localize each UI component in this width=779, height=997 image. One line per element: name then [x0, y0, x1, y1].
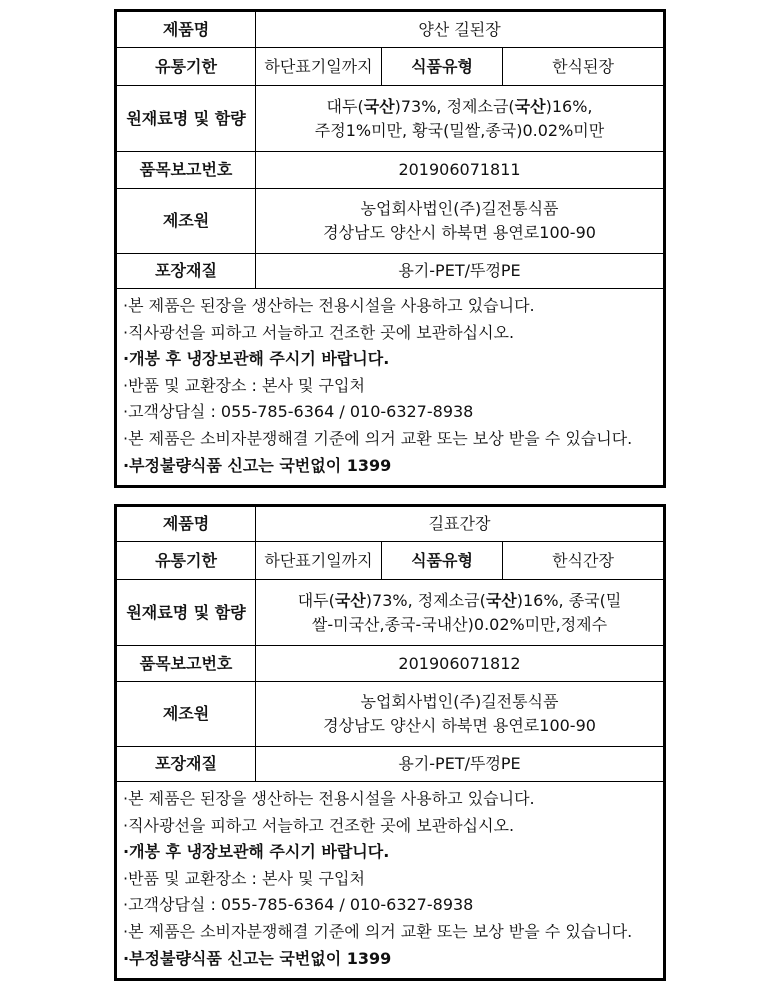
row-expiry-type — [116, 48, 665, 86]
product-label-doenjang — [114, 9, 666, 488]
row-ingredients — [116, 86, 665, 152]
row-manufacturer — [116, 682, 665, 747]
ingredients-line-2: 주정1%미만, 황국(밀쌀,종국)0.02%미만 — [314, 120, 605, 140]
manufacturer-address: 경상남도 양산시 하북면 용연로100-90 — [323, 223, 596, 242]
note-line: ·개봉 후 냉장보관해 주시기 바랍니다. — [123, 842, 390, 862]
row-manufacturer — [116, 189, 665, 254]
packaging-label: 포장재질 — [116, 747, 256, 782]
notes-block — [116, 289, 665, 487]
report-no-value: 201906071811 — [256, 152, 665, 189]
manufacturer-address: 경상남도 양산시 하북면 용연로100-90 — [323, 716, 596, 735]
report-no-value: 201906071812 — [256, 646, 665, 682]
row-report-no — [116, 152, 665, 189]
row-product-name — [116, 11, 665, 48]
ingredients-value — [256, 86, 665, 152]
report-no-label: 품목보고번호 — [116, 152, 256, 189]
row-product-name — [116, 506, 665, 542]
note-line: ·개봉 후 냉장보관해 주시기 바랍니다. — [123, 349, 390, 369]
ingredients-line-2: 쌀-미국산,종국-국내산)0.02%미만,정제수 — [311, 614, 608, 634]
expiry-label: 유통기한 — [116, 48, 256, 86]
note-line: ·직사광선을 피하고 서늘하고 건조한 곳에 보관하십시오. — [123, 322, 515, 342]
ingredients-line-1: 대두(국산)73%, 정제소금(국산)16%, 종국(밀 — [297, 590, 622, 610]
note-line: ·부정불량식품 신고는 국번없이 1399 — [123, 948, 392, 968]
row-report-no — [116, 646, 665, 682]
notes-block — [116, 782, 665, 980]
manufacturer-name: 농업회사법인(주)길전통식품 — [360, 199, 559, 218]
row-notes — [116, 782, 665, 980]
note-line: ·본 제품은 된장을 생산하는 전용시설을 사용하고 있습니다. — [123, 296, 535, 315]
row-notes — [116, 289, 665, 487]
ingredients-label: 원재료명 및 함량 — [116, 86, 256, 152]
ingredients-label: 원재료명 및 함량 — [116, 580, 256, 646]
note-line: ·고객상담실 : 055-785-6364 / 010-6327-8938 — [123, 402, 474, 422]
packaging-value: 용기-PET/뚜껑PE — [256, 747, 665, 782]
note-line: ·고객상담실 : 055-785-6364 / 010-6327-8938 — [123, 895, 474, 915]
food-type-label: 식품유형 — [382, 48, 503, 86]
manufacturer-label: 제조원 — [116, 189, 256, 254]
manufacturer-value — [256, 189, 665, 254]
manufacturer-label: 제조원 — [116, 682, 256, 747]
note-line: ·부정불량식품 신고는 국번없이 1399 — [123, 455, 392, 475]
product-name-label: 제품명 — [116, 506, 256, 542]
note-line: ·본 제품은 소비자분쟁해결 기준에 의거 교환 또는 보상 받을 수 있습니다. — [123, 428, 633, 448]
product-name-value: 양산 길된장 — [256, 11, 665, 48]
product-label-ganjang — [114, 504, 666, 981]
product-name-label: 제품명 — [116, 11, 256, 48]
manufacturer-value — [256, 682, 665, 747]
food-type-label: 식품유형 — [382, 542, 503, 580]
packaging-value: 용기-PET/뚜껑PE — [256, 254, 665, 289]
expiry-label: 유통기한 — [116, 542, 256, 580]
note-line: ·반품 및 교환장소 : 본사 및 구입처 — [123, 868, 365, 888]
row-expiry-type — [116, 542, 665, 580]
ingredients-value — [256, 580, 665, 646]
row-ingredients — [116, 580, 665, 646]
row-packaging — [116, 747, 665, 782]
row-packaging — [116, 254, 665, 289]
note-line: ·직사광선을 피하고 서늘하고 건조한 곳에 보관하십시오. — [123, 815, 515, 835]
food-type-value: 한식간장 — [503, 542, 665, 580]
expiry-value: 하단표기일까지 — [256, 542, 382, 580]
ingredients-line-1: 대두(국산)73%, 정제소금(국산)16%, — [326, 96, 593, 116]
note-line: ·본 제품은 소비자분쟁해결 기준에 의거 교환 또는 보상 받을 수 있습니다. — [123, 921, 633, 941]
expiry-value: 하단표기일까지 — [256, 48, 382, 86]
packaging-label: 포장재질 — [116, 254, 256, 289]
product-name-value: 길표간장 — [256, 506, 665, 542]
manufacturer-name: 농업회사법인(주)길전통식품 — [360, 692, 559, 711]
note-line: ·반품 및 교환장소 : 본사 및 구입처 — [123, 375, 365, 395]
food-type-value: 한식된장 — [503, 48, 665, 86]
report-no-label: 품목보고번호 — [116, 646, 256, 682]
note-line: ·본 제품은 된장을 생산하는 전용시설을 사용하고 있습니다. — [123, 789, 535, 808]
